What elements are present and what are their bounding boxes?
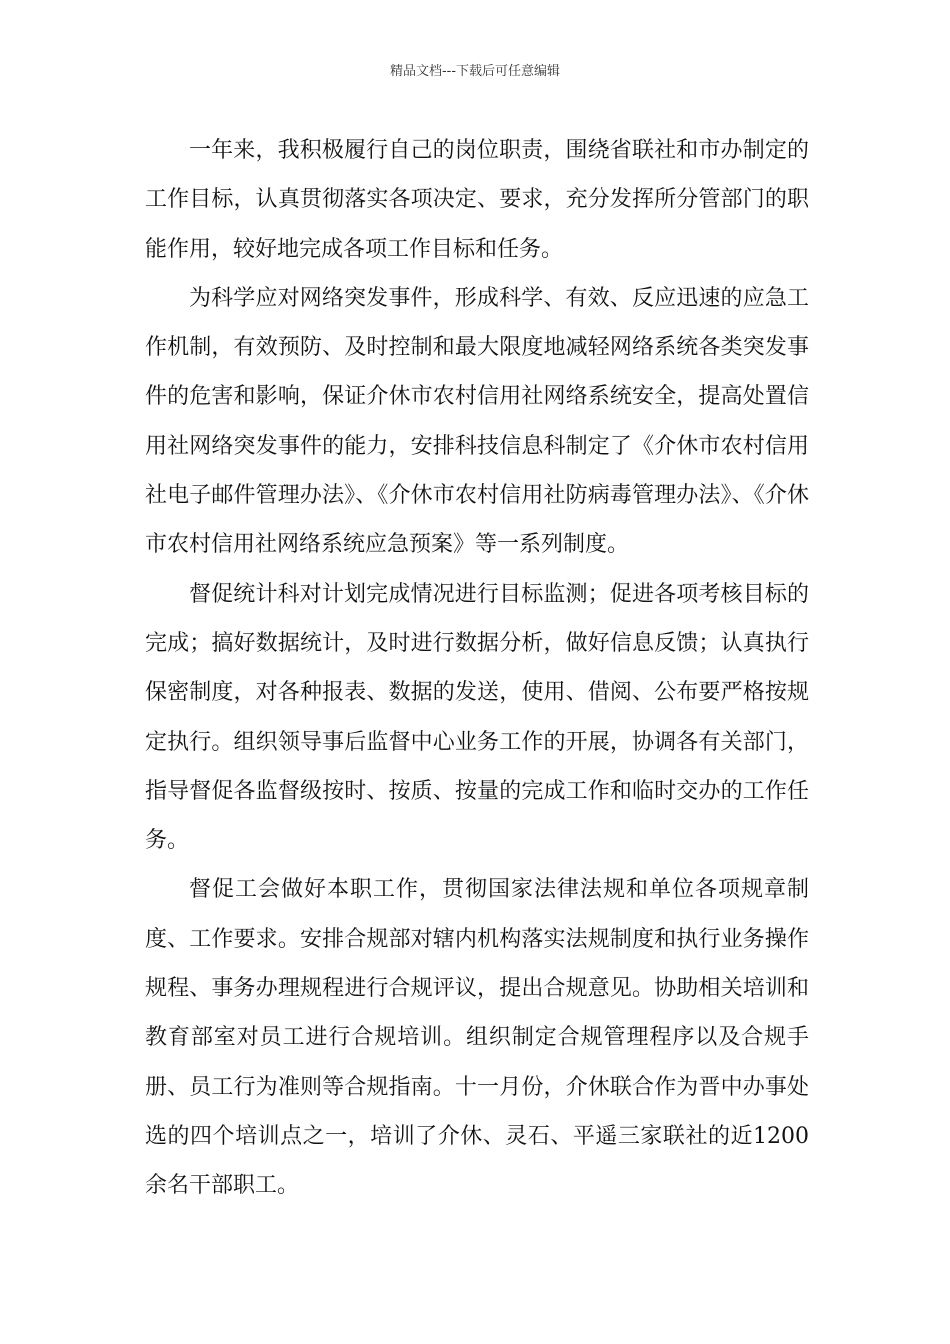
paragraph-4: 督促工会做好本职工作，贯彻国家法律法规和单位各项规章制度、工作要求。安排合规部对辖内机构落实法规制度和执行业务操作规程、事务办理规程进行合规评议，提出合规意见。协助相关培训和教育部室对员工进行合规培训。组织制定合规管理程序以及合规手册、员工行为准则等合规指南。十一月份，介休联合作为晋中办事处选的四个培训点之一，培训了介休、灵石、平遥三家联社的近1200余名干部职工。 xyxy=(145,877,809,1199)
paragraph-1: 一年来，我积极履行自己的岗位职责，围绕省联社和市办制定的工作目标，认真贯彻落实各项决定、要求，充分发挥所分管部门的职能作用，较好地完成各项工作目标和任务。 xyxy=(145,138,809,262)
paragraph-3: 督促统计科对计划完成情况进行目标监测；促进各项考核目标的完成；搞好数据统计，及时进行数据分析，做好信息反馈；认真执行保密制度，对各种报表、数据的发送，使用、借阅、公布要严格按规定执行。组织领导事后监督中心业务工作的开展，协调各有关部门，指导督促各监督级按时、按质、按量的完成工作和临时交办的工作任务。 xyxy=(145,581,809,854)
page-header: 精品文档---下载后可任意编辑 xyxy=(389,64,561,79)
paragraph-2: 为科学应对网络突发事件，形成科学、有效、反应迅速的应急工作机制，有效预防、及时控制和最大限度地减轻网络系统各类突发事件的危害和影响，保证介休市农村信用社网络系统安全，提高处置信用社网络突发事件的能力，安排科技信息科制定了《介休市农村信用社电子邮件管理办法》、《介休市农村信用社防病毒管理办法》、《介休市农村信用社网络系统应急预案》等一系列制度。 xyxy=(145,285,809,558)
document-body xyxy=(145,126,809,1211)
